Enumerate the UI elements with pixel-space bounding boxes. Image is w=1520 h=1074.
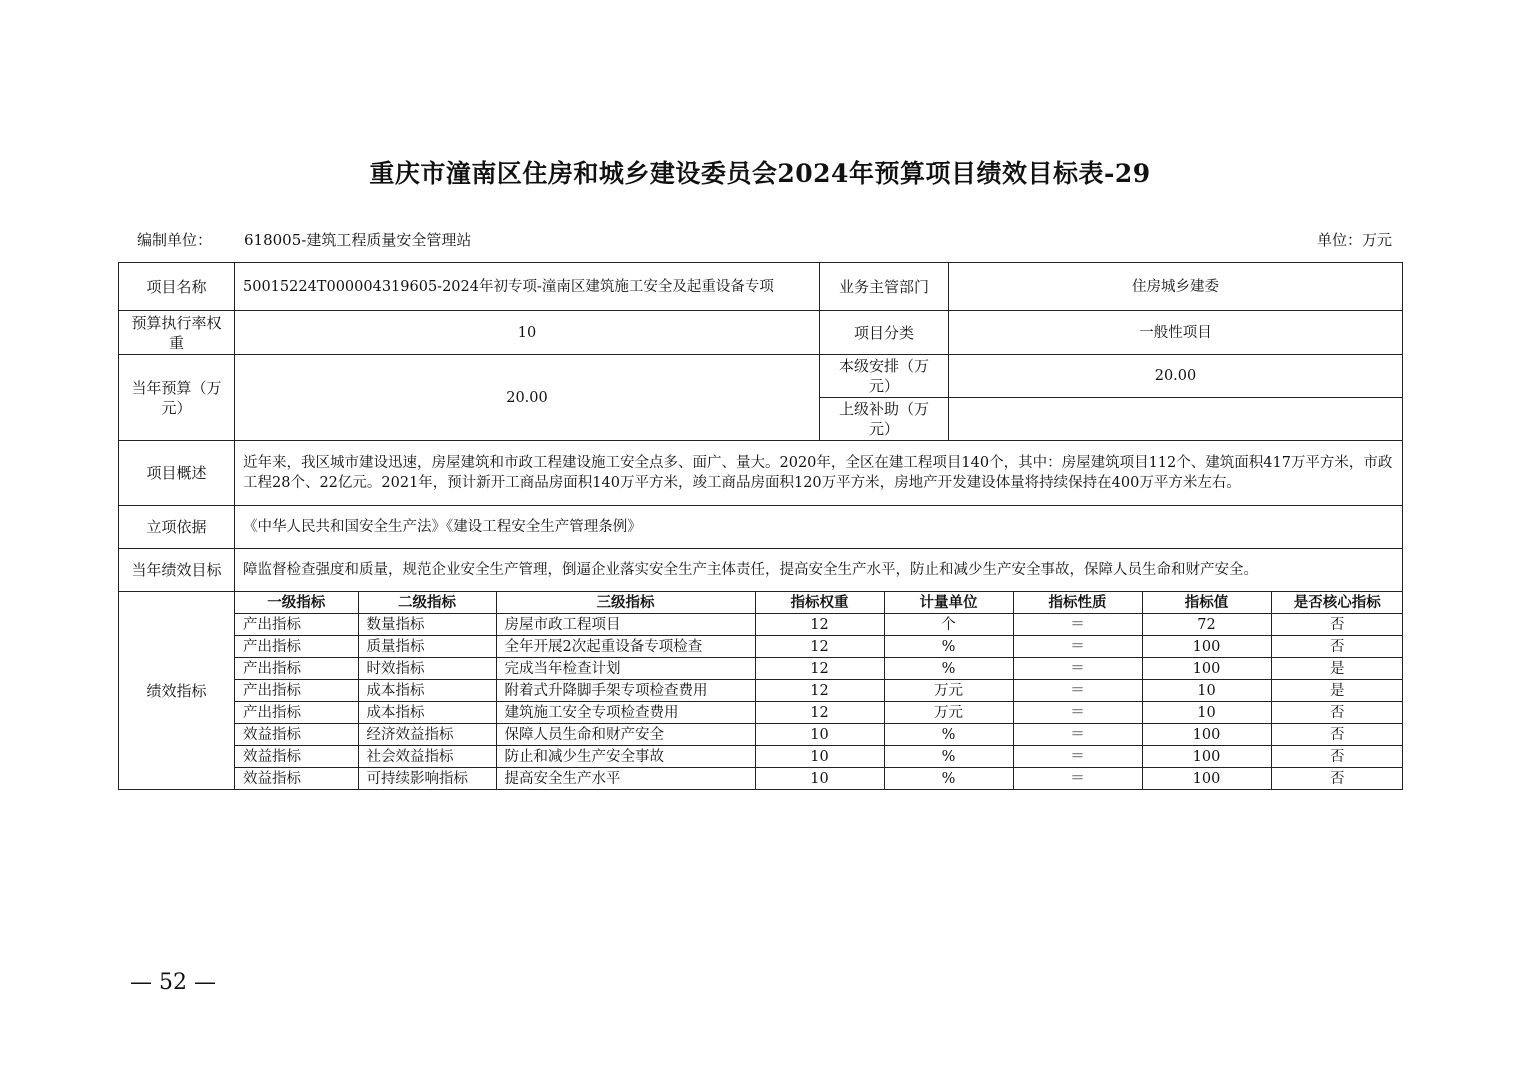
indicator-cell: 质量指标 [358,636,496,658]
page-number: — 52 — [130,970,216,995]
budget-value: 20.00 [235,355,820,441]
indicator-cell: 10 [1142,702,1271,724]
indicator-cell: ＝ [1013,658,1142,680]
indicator-cell: 时效指标 [358,658,496,680]
indicator-cell: 效益指标 [235,724,358,746]
indicators-table [235,592,1403,789]
indicator-row [235,746,1403,768]
indicator-cell: 10 [1142,680,1271,702]
perf-label: 绩效指标 [119,592,235,790]
indicator-cell: ＝ [1013,702,1142,724]
indicator-cell: 100 [1142,768,1271,790]
weight-value: 10 [235,311,820,355]
indicator-cell: 72 [1142,614,1271,636]
indicator-cell: 个 [884,614,1013,636]
indicator-cell: 效益指标 [235,746,358,768]
weight-label: 预算执行率权重 [119,311,235,355]
indicator-header-cell: 三级指标 [496,592,755,614]
indicator-cell: ＝ [1013,768,1142,790]
indicator-cell: 数量指标 [358,614,496,636]
indicator-cell: 经济效益指标 [358,724,496,746]
indicator-cell: 12 [755,636,884,658]
indicator-cell: 10 [755,768,884,790]
indicator-header-cell: 是否核心指标 [1271,592,1403,614]
indicator-cell: 产出指标 [235,614,358,636]
indicator-cell: 产出指标 [235,636,358,658]
indicators-header-row [235,592,1403,614]
project-name-label: 项目名称 [119,263,235,311]
project-name-value: 50015224T000004319605-2024年初专项-潼南区建筑施工安全及起重设备专项 [235,263,820,311]
category-label: 项目分类 [820,311,949,355]
indicators-body [235,614,1403,790]
indicator-cell: % [884,658,1013,680]
indicator-cell: ＝ [1013,614,1142,636]
indicator-cell: 社会效益指标 [358,746,496,768]
indicator-cell: 附着式升降脚手架专项检查费用 [496,680,755,702]
indicator-header-cell: 一级指标 [235,592,358,614]
indicator-header-cell: 指标值 [1142,592,1271,614]
indicators-container [235,592,1403,790]
indicator-cell: 否 [1271,636,1403,658]
indicator-cell: 是 [1271,680,1403,702]
indicator-cell: % [884,724,1013,746]
indicator-cell: 否 [1271,724,1403,746]
indicator-cell: 100 [1142,724,1271,746]
superior-label: 上级补助（万元） [820,398,949,441]
indicator-cell: 12 [755,658,884,680]
indicator-cell: 否 [1271,746,1403,768]
indicator-cell: 12 [755,614,884,636]
indicator-cell: 产出指标 [235,680,358,702]
indicator-cell: 100 [1142,636,1271,658]
indicator-cell: 10 [755,746,884,768]
basis-value: 《中华人民共和国安全生产法》《建设工程安全生产管理条例》 [235,506,1403,549]
indicator-cell: 万元 [884,680,1013,702]
indicator-cell: 可持续影响指标 [358,768,496,790]
indicator-cell: 提高安全生产水平 [496,768,755,790]
indicator-cell: 效益指标 [235,768,358,790]
indicator-cell: ＝ [1013,636,1142,658]
indicator-cell: 12 [755,702,884,724]
indicator-cell: 成本指标 [358,680,496,702]
indicator-cell: 10 [755,724,884,746]
indicator-cell: 产出指标 [235,658,358,680]
indicator-cell: 否 [1271,702,1403,724]
indicator-cell: 万元 [884,702,1013,724]
indicator-cell: 房屋市政工程项目 [496,614,755,636]
indicator-row [235,768,1403,790]
indicator-cell: 12 [755,680,884,702]
indicator-cell: ＝ [1013,680,1142,702]
category-value: 一般性项目 [949,311,1403,355]
indicator-cell: 防止和减少生产安全事故 [496,746,755,768]
indicator-cell: 否 [1271,614,1403,636]
indicator-cell: 完成当年检查计划 [496,658,755,680]
indicator-cell: 是 [1271,658,1403,680]
superior-value [949,398,1403,441]
indicator-row [235,680,1403,702]
indicator-cell: % [884,768,1013,790]
indicator-cell: 100 [1142,658,1271,680]
indicator-cell: % [884,746,1013,768]
indicator-cell: 全年开展2次起重设备专项检查 [496,636,755,658]
currency-unit: 单位：万元 [1316,231,1392,249]
page-title: 重庆市潼南区住房和城乡建设委员会2024年预算项目绩效目标表-29 [369,159,1151,188]
indicator-header-cell: 二级指标 [358,592,496,614]
overview-value: 近年来，我区城市建设迅速，房屋建筑和市政工程建设施工安全点多、面广、量大。2020年，全区在建工程项目140个，其中：房屋建筑项目112个、建筑面积417万平方米，市政工程28个、22亿元。2021年，预计新开工商品房面积140万平方米，竣工商品房面积120万平方米，房地产开发建设体量将持续保持在400万平方米左右。 [235,441,1403,506]
indicator-cell: 保障人员生命和财产安全 [496,724,755,746]
goal-value: 障监督检查强度和质量，规范企业安全生产管理，倒逼企业落实安全生产主体责任，提高安全生产水平，防止和减少生产安全事故，保障人员生命和财产安全。 [235,549,1403,592]
indicator-row [235,614,1403,636]
dept-value: 住房城乡建委 [949,263,1403,311]
indicator-cell: ＝ [1013,724,1142,746]
budget-label: 当年预算（万元） [119,355,235,441]
indicator-cell: 产出指标 [235,702,358,724]
indicator-row [235,724,1403,746]
indicator-cell: 否 [1271,768,1403,790]
indicator-header-cell: 指标权重 [755,592,884,614]
local-value: 20.00 [949,355,1403,398]
indicator-cell: ＝ [1013,746,1142,768]
indicator-row [235,636,1403,658]
org-label: 编制单位： [137,231,213,249]
dept-label: 业务主管部门 [820,263,949,311]
indicator-cell: 成本指标 [358,702,496,724]
performance-table [118,262,1403,790]
indicator-cell: % [884,636,1013,658]
indicator-row [235,658,1403,680]
indicator-header-cell: 指标性质 [1013,592,1142,614]
overview-label: 项目概述 [119,441,235,506]
basis-label: 立项依据 [119,506,235,549]
indicator-header-cell: 计量单位 [884,592,1013,614]
local-label: 本级安排（万元） [820,355,949,398]
indicator-cell: 建筑施工安全专项检查费用 [496,702,755,724]
goal-label: 当年绩效目标 [119,549,235,592]
org-value: 618005-建筑工程质量安全管理站 [244,231,472,249]
indicator-cell: 100 [1142,746,1271,768]
indicator-row [235,702,1403,724]
